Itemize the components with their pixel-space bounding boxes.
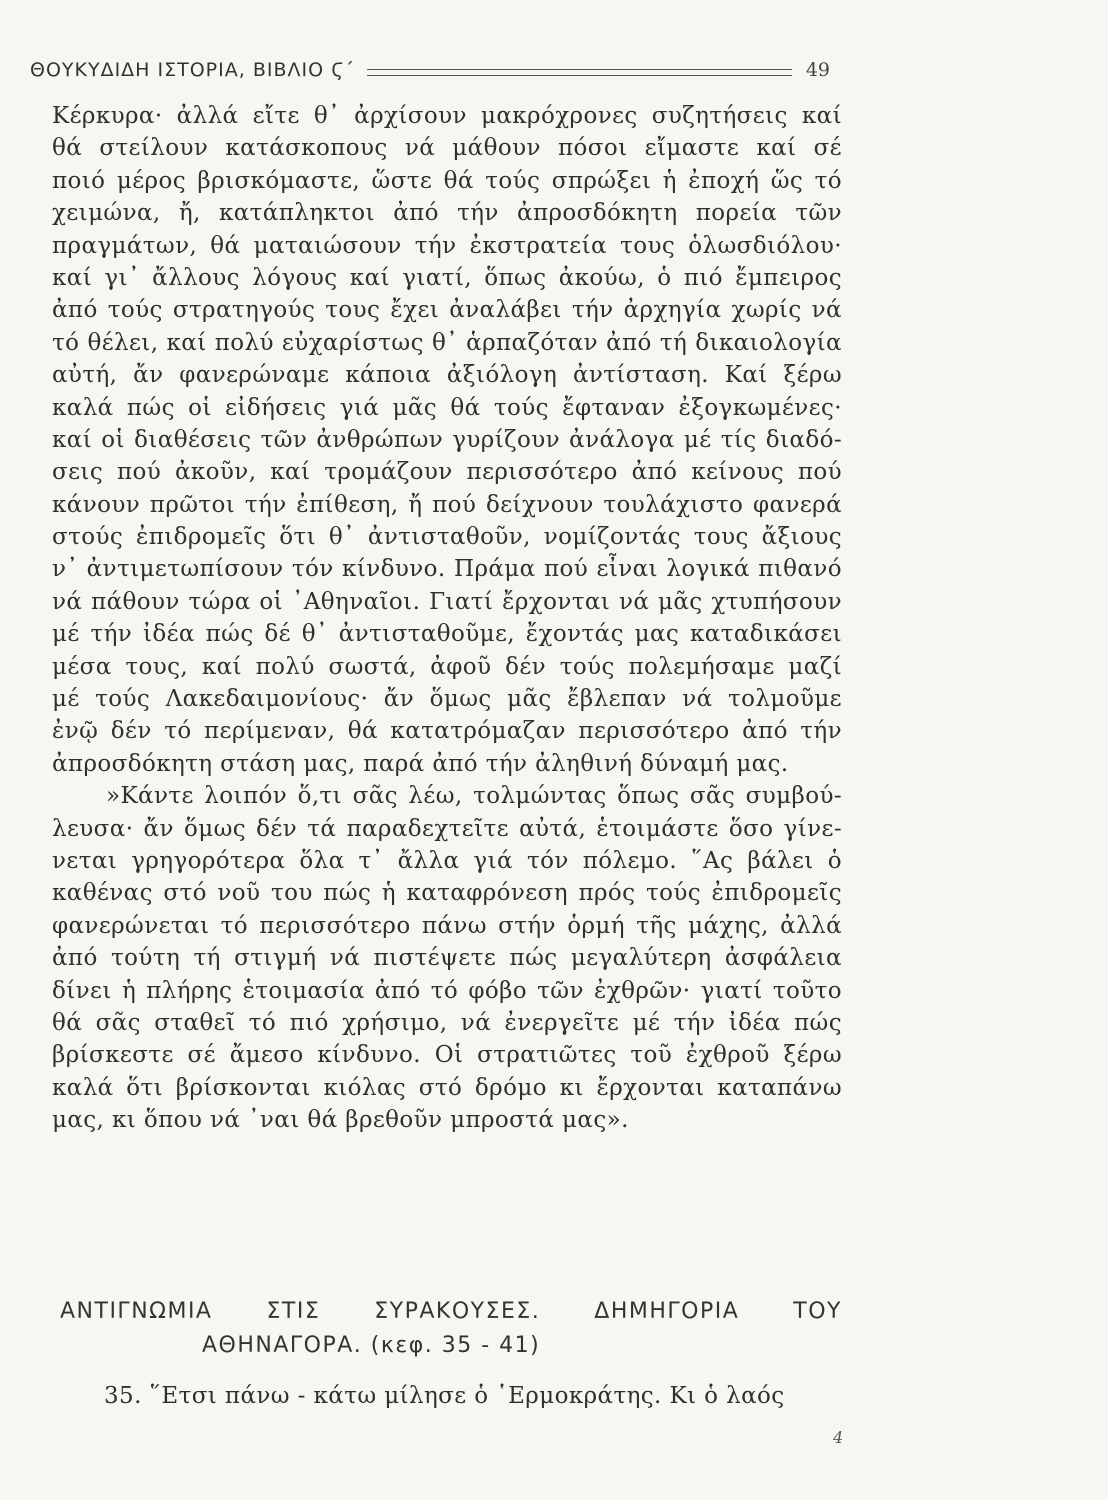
text-line: πραγμάτων, θά ματαιώσουν τήν ἐκστρατεία τους ὁλωσδιόλου· <box>52 232 842 259</box>
text-line: τό θέλει, καί πολύ εὐχαρίστως θ᾿ ἁρπαζόταν ἀπό τή δικαιολογία <box>52 329 842 356</box>
text-line: θά στείλουν κατάσκοπους νά μάθουν πόσοι εἴμαστε καί σέ <box>52 135 842 162</box>
text-line: νά πάθουν τώρα οἱ ᾿Αθηναῖοι. Γιατί ἔρχονται νά μᾶς χτυπήσουν <box>52 588 842 615</box>
text-line: θά σᾶς σταθεῖ τό πιό χρήσιμο, νά ἐνεργεῖτε μέ τήν ἰδέα πώς <box>52 1009 842 1036</box>
section-heading-line-2: ΑΘΗΝΑΓΟΡΑ. (κεφ. 35 - 41) <box>202 1333 541 1358</box>
text-line: νεται γρηγορότερα ὅλα τ᾿ ἄλλα γιά τόν πόλεμο. ῞Ας βάλει ὁ <box>52 847 842 874</box>
text-line: ἀπό τούς στρατηγούς τους ἔχει ἀναλάβει τήν ἀρχηγία χωρίς νά <box>52 297 842 324</box>
running-head-rule <box>367 69 792 76</box>
text-line: μέ τούς Λακεδαιμονίους· ἄν ὅμως μᾶς ἔβλεπαν νά τολμοῦμε <box>52 686 842 713</box>
body-text <box>52 100 842 1137</box>
text-line: φανερώνεται τό περισσότερο πάνω στήν ὁρμή τῆς μάχης, ἀλλά <box>52 912 842 939</box>
text-line: Κέρκυρα· ἀλλά εἴτε θ᾿ ἀρχίσουν μακρόχρονες συζητήσεις καί <box>52 103 842 129</box>
text-line: μέσα τους, καί πολύ σωστά, ἀφοῦ δέν τούς πολεμήσαμε μαζί <box>52 653 842 680</box>
text-line: αὐτή, ἄν φανερώναμε κάποια ἀξιόλογη ἀντίσταση. Καί ξέρω <box>52 362 842 389</box>
text-line: λευσα· ἄν ὅμως δέν τά παραδεχτεῖτε αὐτά, ἑτοιμάστε ὅσο γίνε- <box>52 815 842 842</box>
text-line: χειμώνα, ἤ, κατάπληκτοι ἀπό τήν ἀπροσδόκητη πορεία τῶν <box>52 200 842 227</box>
text-line: μέ τήν ἰδέα πώς δέ θ᾿ ἀντισταθοῦμε, ἔχοντάς μας καταδικάσει <box>52 621 842 648</box>
signature-mark: 4 <box>833 1428 844 1447</box>
text-line: 35. ῞Ετσι πάνω - κάτω μίλησε ὁ ῾Ερμοκράτης. Κι ὁ λαός <box>104 1383 785 1409</box>
text-line: ν᾿ ἀντιμετωπίσουν τόν κίνδυνο. Πράμα πού εἶναι λογικά πιθανό <box>52 556 842 583</box>
running-head-title: ΘΟΥΚΥΔΙΔΗ ΙΣΤΟΡΙΑ, ΒΙΒΛΙΟ Ϛ΄ <box>30 59 355 81</box>
text-line: καλά ὅτι βρίσκονται κιόλας στό δρόμο κι ἔρχονται καταπάνω <box>52 1074 842 1101</box>
text-line: καί γι᾿ ἄλλους λόγους καί γιατί, ὅπως ἀκούω, ὁ πιό ἔμπειρος <box>52 264 842 291</box>
text-line: »Κάντε λοιπόν ὅ,τι σᾶς λέω, τολμώντας ὅπως σᾶς συμβού- <box>106 783 842 810</box>
text-line: ἐνῷ δέν τό περίμεναν, θά κατατρόμαζαν περισσότερο ἀπό τήν <box>52 718 842 745</box>
chapter-35-opening <box>52 1380 842 1412</box>
text-line: στούς ἐπιδρομεῖς ὅτι θ᾿ ἀντισταθοῦν, νομίζοντάς τους ἄξιους <box>52 524 842 551</box>
text-line: βρίσκεστε σέ ἄμεσο κίνδυνο. Οἱ στρατιῶτες τοῦ ἐχθροῦ ξέρω <box>52 1042 842 1069</box>
text-line: ποιό μέρος βρισκόμαστε, ὥστε θά τούς σπρώξει ἡ ἐποχή ὥς τό <box>52 167 842 194</box>
text-line: καλά πώς οἱ εἰδήσεις γιά μᾶς θά τούς ἔφταναν ἐξογκωμένες· <box>52 394 842 421</box>
text-line: καί οἱ διαθέσεις τῶν ἀνθρώπων γυρίζουν ἀνάλογα μέ τίς διαδό- <box>52 426 842 453</box>
text-line: ἀπό τούτη τή στιγμή νά πιστέψετε πώς μεγαλύτερη ἀσφάλεια <box>52 945 842 972</box>
text-line: κάνουν πρῶτοι τήν ἐπίθεση, ἤ πού δείχνουν τουλάχιστο φανερά <box>52 491 842 518</box>
text-line: δίνει ἡ πλήρης ἑτοιμασία ἀπό τό φόβο τῶν ἐχθρῶν· γιατί τοῦτο <box>52 977 842 1004</box>
text-line: καθένας στό νοῦ του πώς ἡ καταφρόνεση πρός τούς ἐπιδρομεῖς <box>52 880 842 907</box>
section-heading <box>52 1295 842 1363</box>
page-number: 49 <box>805 59 830 81</box>
section-heading-line-1: ΑΝΤΙΓΝΩΜΙΑ ΣΤΙΣ ΣΥΡΑΚΟΥΣΕΣ. ΔΗΜΗΓΟΡΙΑ ΤΟΥ <box>60 1299 842 1324</box>
text-line: μας, κι ὅπου νά ᾿ναι θά βρεθοῦν μπροστά μας». <box>52 1107 629 1134</box>
text-line: σεις πού ἀκοῦν, καί τρομάζουν περισσότερο ἀπό κείνους πού <box>52 459 842 486</box>
text-line: ἀπροσδόκητη στάση μας, παρά ἀπό τήν ἀληθινή δύναμή μας. <box>52 750 789 777</box>
running-head <box>30 50 830 90</box>
